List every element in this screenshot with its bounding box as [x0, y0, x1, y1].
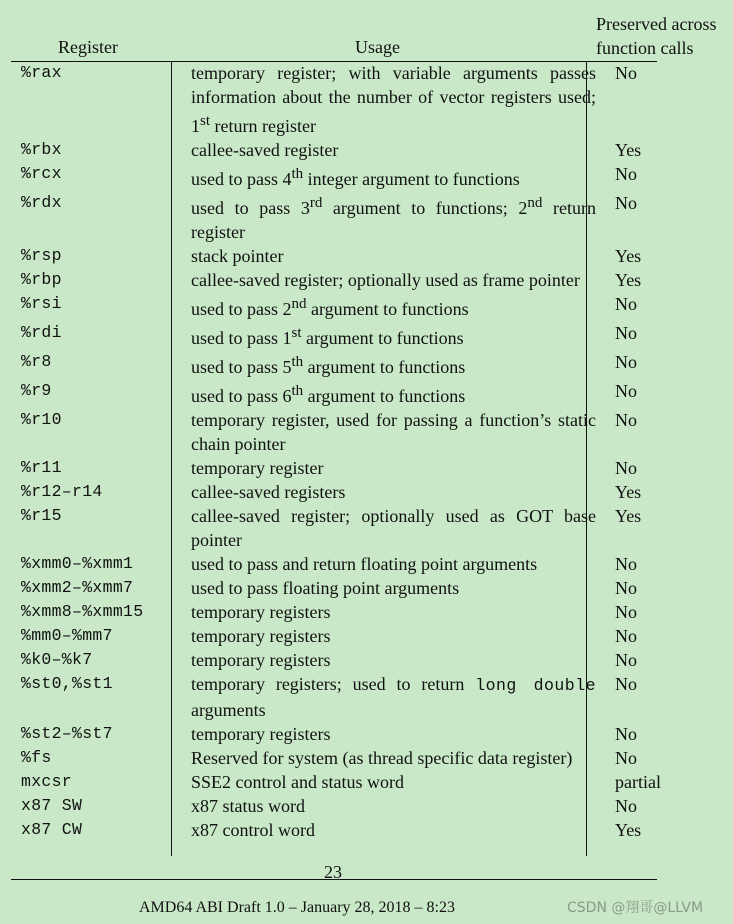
table-row — [11, 456, 657, 480]
table-row — [11, 624, 657, 648]
register-usage: temporary registers — [191, 626, 331, 646]
register-name: mxcsr — [21, 772, 73, 791]
register-usage: temporary registers — [191, 724, 331, 744]
register-name: x87 CW — [21, 820, 83, 839]
table-row — [11, 600, 657, 624]
register-usage: stack pointer — [191, 246, 284, 266]
register-name: %r10 — [21, 410, 62, 429]
header-usage: Usage — [355, 37, 400, 57]
table-row — [11, 292, 657, 321]
register-preserved: No — [615, 796, 637, 816]
register-preserved: No — [615, 193, 637, 213]
register-name: %rbx — [21, 140, 62, 159]
register-name: %r9 — [21, 381, 52, 400]
header-preserved-line1: Preserved across — [596, 14, 717, 34]
register-usage: SSE2 control and status word — [191, 772, 404, 792]
table-row — [11, 818, 657, 842]
register-name: %r11 — [21, 458, 62, 477]
register-usage: used to pass 1st argument to functions — [191, 325, 464, 348]
table-row — [11, 794, 657, 818]
register-preserved: No — [615, 164, 637, 184]
table-header — [0, 0, 733, 62]
register-preserved: No — [615, 458, 637, 478]
register-preserved: Yes — [615, 246, 642, 266]
watermark: CSDN @翔哥@LLVM — [567, 900, 704, 916]
register-usage: used to pass 2nd argument to functions — [191, 296, 469, 319]
register-preserved: No — [615, 674, 637, 694]
table-row — [11, 61, 657, 138]
table-row — [11, 408, 657, 456]
register-preserved: Yes — [615, 482, 642, 502]
register-preserved: No — [615, 650, 637, 670]
register-usage: used to pass floating point arguments — [191, 578, 460, 598]
register-name: %rsp — [21, 246, 62, 265]
table-row — [11, 162, 657, 191]
table-row — [11, 672, 657, 722]
table-row — [11, 244, 657, 268]
register-name: %rdi — [21, 323, 62, 342]
register-usage: callee-saved register; optionally used as frame pointer — [191, 270, 580, 290]
register-name: %rax — [21, 63, 62, 82]
header-preserved — [596, 12, 716, 60]
register-name: %st2–%st7 — [21, 724, 113, 743]
register-preserved: No — [615, 381, 637, 401]
register-preserved: No — [615, 626, 637, 646]
register-name: x87 SW — [21, 796, 83, 815]
register-name: %xmm8–%xmm15 — [21, 602, 144, 621]
header-register: Register — [58, 37, 118, 57]
register-preserved: No — [615, 410, 637, 430]
register-preserved: No — [615, 602, 637, 622]
table-row — [11, 770, 657, 794]
register-name: %xmm2–%xmm7 — [21, 578, 134, 597]
register-usage: temporary register — [191, 458, 324, 478]
register-name: %rbp — [21, 270, 62, 289]
register-name: %rsi — [21, 294, 62, 313]
register-usage: used to pass 3rd argument to functions; 2nd return register — [191, 195, 596, 242]
table-row — [11, 552, 657, 576]
register-usage: Reserved for system (as thread specific data register) — [191, 748, 573, 768]
register-preserved: No — [615, 63, 637, 83]
register-preserved: No — [615, 323, 637, 343]
register-usage: temporary registers — [191, 650, 331, 670]
register-table — [11, 61, 661, 842]
table-row — [11, 576, 657, 600]
register-usage: used to pass 4th integer argument to functions — [191, 166, 520, 189]
register-preserved: partial — [615, 772, 661, 792]
table-row — [11, 379, 657, 408]
register-usage: temporary register; with variable arguments passes information about the number of vector registers used; 1st return register — [191, 63, 596, 136]
register-usage: used to pass 5th argument to functions — [191, 354, 466, 377]
table-row — [11, 138, 657, 162]
register-usage: callee-saved register — [191, 140, 339, 160]
register-name: %xmm0–%xmm1 — [21, 554, 134, 573]
table-row — [11, 648, 657, 672]
table-row — [11, 268, 657, 292]
table-row — [11, 480, 657, 504]
register-name: %rcx — [21, 164, 62, 183]
table-row — [11, 722, 657, 746]
register-name: %mm0–%mm7 — [21, 626, 113, 645]
register-usage: temporary register, used for passing a function’s static chain pointer — [191, 410, 596, 454]
table-row — [11, 350, 657, 379]
header-preserved-line2: function calls — [596, 38, 694, 58]
register-usage: x87 control word — [191, 820, 315, 840]
register-name: %r15 — [21, 506, 62, 525]
table-row — [11, 746, 657, 770]
register-usage: temporary registers — [191, 602, 331, 622]
register-name: %rdx — [21, 193, 62, 212]
register-preserved: Yes — [615, 820, 642, 840]
register-preserved: Yes — [615, 506, 642, 526]
register-usage: used to pass and return floating point arguments — [191, 554, 538, 574]
register-name: %r12–r14 — [21, 482, 103, 501]
register-preserved: Yes — [615, 270, 642, 290]
table-row — [11, 321, 657, 350]
register-name: %r8 — [21, 352, 52, 371]
register-name: %k0–%k7 — [21, 650, 93, 669]
register-preserved: No — [615, 352, 637, 372]
register-usage: x87 status word — [191, 796, 305, 816]
register-preserved: No — [615, 748, 637, 768]
register-preserved: No — [615, 724, 637, 744]
page-number: 23 — [324, 862, 342, 882]
document-footer: AMD64 ABI Draft 1.0 – January 28, 2018 – 8:23 — [139, 899, 455, 916]
register-preserved: No — [615, 294, 637, 314]
register-preserved: Yes — [615, 140, 642, 160]
register-usage: temporary registers; used to return long double arguments — [191, 674, 596, 720]
register-preserved: No — [615, 554, 637, 574]
table-row — [11, 504, 657, 552]
register-preserved: No — [615, 578, 637, 598]
register-usage: used to pass 6th argument to functions — [191, 383, 466, 406]
register-name: %st0,%st1 — [21, 674, 113, 693]
register-name: %fs — [21, 748, 52, 767]
table-row — [11, 191, 657, 244]
register-usage: callee-saved register; optionally used as GOT base pointer — [191, 506, 596, 550]
register-usage: callee-saved registers — [191, 482, 346, 502]
